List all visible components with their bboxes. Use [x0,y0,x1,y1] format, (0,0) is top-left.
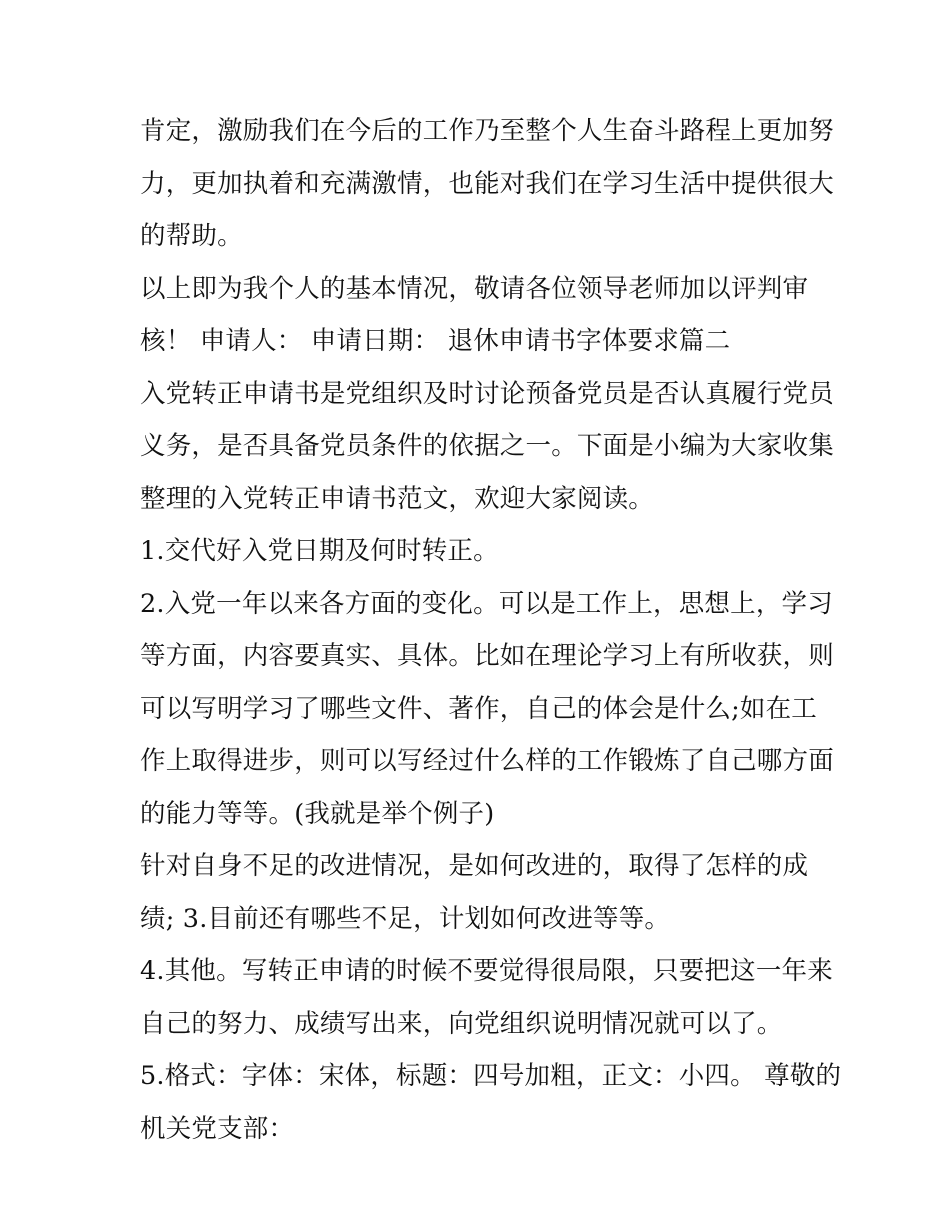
text-line: 可以写明学习了哪些文件、著作，自己的体会是什么;如在工 [140,693,817,724]
document-body [140,105,842,1155]
text-line: 5.格式：字体：宋体，标题：四号加粗，正文：小四。 尊敬的 [140,1061,842,1091]
text-line: 的能力等等。(我就是举个例子) [140,798,495,829]
text-line: 入党转正申请书是党组织及时讨论预备党员是否认真履行党员 [140,378,834,409]
text-line: 1.交代好入党日期及何时转正。 [140,536,499,566]
text-line: 自己的努力、成绩写出来，向党组织说明情况就可以了。 [140,1008,783,1039]
text-line: 肯定，激励我们在今后的工作乃至整个人生奋斗路程上更加努 [140,116,834,146]
text-line: 2.入党一年以来各方面的变化。可以是工作上，思想上，学习 [140,588,833,619]
text-line: 作上取得进步，则可以写经过什么样的工作锻炼了自己哪方面 [140,746,834,776]
text-line: 4.其他。写转正申请的时候不要觉得很局限，只要把这一年来 [140,956,833,986]
text-line: 的帮助。 [140,221,243,251]
text-line: 针对自身不足的改进情况，是如何改进的，取得了怎样的成 [140,851,809,881]
text-line: 绩; 3.目前还有哪些不足，计划如何改进等等。 [140,903,671,934]
text-line: 等方面，内容要真实、具体。比如在理论学习上有所收获，则 [140,641,834,671]
text-line: 核！ 申请人： 申请日期： 退休申请书字体要求篇二 [140,326,731,356]
text-line: 整理的入党转正申请书范文，欢迎大家阅读。 [140,483,655,514]
text-line: 机关党支部： [140,1113,295,1144]
text-line: 义务，是否具备党员条件的依据之一。下面是小编为大家收集 [140,431,834,461]
text-line: 力，更加执着和充满激情，也能对我们在学习生活中提供很大 [140,168,834,199]
text-line: 以上即为我个人的基本情况，敬请各位领导老师加以评判审 [140,273,809,304]
